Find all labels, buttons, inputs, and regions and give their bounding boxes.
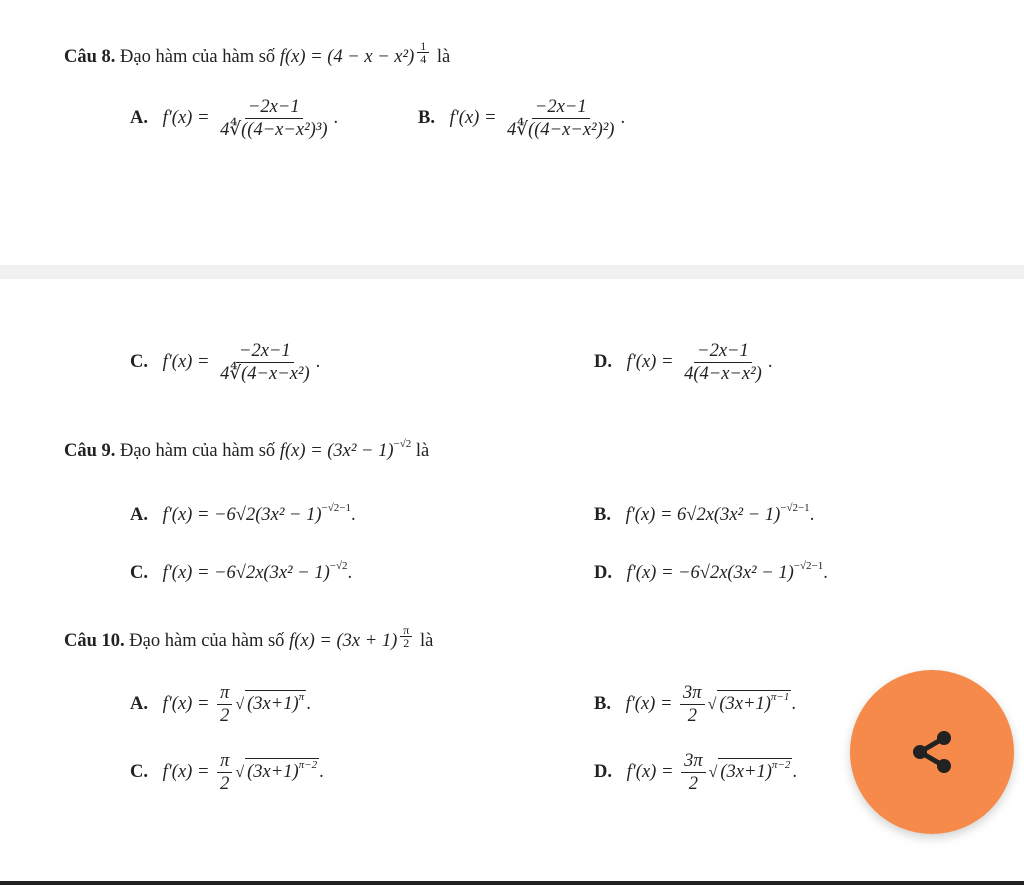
question-tail: là	[415, 441, 430, 461]
option-lhs: f′(x) =	[449, 107, 497, 128]
option-label: A.	[130, 693, 148, 714]
question-10	[64, 624, 433, 652]
option-coefficient: $\frac{3\pi}{2}$	[680, 682, 705, 727]
question-number: Câu 8.	[64, 47, 116, 67]
option-radicand: $(3x+1)^{\pi-2}$	[247, 758, 318, 782]
option-lhs: f′(x) =	[626, 761, 674, 782]
option-lhs: f′(x) =	[625, 693, 673, 714]
q8-option-c[interactable]: C. f′(x) = $\frac{-2x-1}{\text{4∜(4−x−x²)}}$ .	[130, 341, 321, 384]
option-fraction: $\frac{-2x-1}{\text{4∜((4−x−x²)³)}}$	[220, 97, 328, 140]
function-expression: f(x) = (4 − x − x²)	[279, 47, 415, 67]
option-lhs: f′(x) =	[162, 693, 210, 714]
q10-option-a[interactable]: A. f′(x) = $\frac{\pi}{2}$ √ $(3x+1)^\pi$ .	[130, 683, 311, 726]
exponent-fraction: $\frac{\pi}{2}$	[400, 624, 412, 649]
option-label: B.	[594, 693, 611, 714]
option-fraction: $\frac{-2x-1}{\text{4(4−x−x²)}}$	[684, 341, 762, 384]
question-9	[64, 438, 429, 462]
q10-option-b[interactable]: B. f′(x) = $\frac{3\pi}{2}$ √ $(3x+1)^{\pi-1}$ .	[594, 683, 796, 726]
option-expression: f′(x) = 6√2x(3x² − 1)	[625, 505, 781, 525]
question-number: Câu 9.	[64, 441, 116, 461]
q8-option-a[interactable]: A. f′(x) = $\frac{-2x-1}{\text{4∜((4−x−x²)³)}}$ .	[130, 97, 339, 140]
section-divider	[0, 265, 1024, 279]
option-label: B.	[594, 505, 611, 525]
option-coefficient: $\frac{\pi}{2}$	[217, 682, 232, 727]
exponent-fraction: $\frac{1}{4}$	[417, 40, 429, 65]
option-fraction: $\frac{-2x-1}{\text{4∜((4−x−x²)²)}}$	[507, 97, 615, 140]
option-exponent: −√2	[329, 560, 348, 572]
bottom-edge-bar	[0, 881, 1024, 885]
question-number: Câu 10.	[64, 631, 125, 651]
q9-option-a[interactable]: A. $f'(x) = -6√2(3x^2 - 1)^{-√2-1}$.	[130, 502, 356, 525]
q8-option-d[interactable]: D. f′(x) = $\frac{-2x-1}{\text{4(4−x−x²)}}$ .	[594, 341, 773, 384]
option-lhs: f′(x) =	[162, 351, 210, 372]
option-exponent: −√2−1	[321, 502, 351, 514]
option-exponent: −√2−1	[793, 560, 824, 572]
question-tail: là	[419, 631, 434, 651]
option-exponent: −√2−1	[780, 502, 810, 514]
question-tail: là	[436, 47, 451, 67]
option-label: D.	[594, 761, 612, 782]
option-lhs: f′(x) =	[162, 107, 210, 128]
option-coefficient: $\frac{3\pi}{2}$	[681, 750, 706, 795]
q9-option-b[interactable]: B. $f'(x) = 6√2x(3x^2 - 1)^{-√2-1}$.	[594, 502, 815, 525]
option-label: D.	[594, 351, 612, 372]
q9-option-d[interactable]: D. $f'(x) = -6√2x(3x^2 - 1)^{-√2-1}$.	[594, 560, 828, 583]
option-label: D.	[594, 563, 612, 583]
q8-option-b[interactable]: B. f′(x) = $\frac{-2x-1}{\text{4∜((4−x−x²)²)}}$ .	[418, 97, 626, 140]
option-fraction: $\frac{-2x-1}{\text{4∜(4−x−x²)}}$	[220, 341, 310, 384]
question-text: Đạo hàm của hàm số	[120, 441, 276, 461]
function-expression: f(x) = (3x + 1)	[289, 631, 398, 651]
question-text: Đạo hàm của hàm số	[129, 631, 285, 651]
function-expression: f(x) = (3x² − 1)	[279, 441, 394, 461]
option-label: C.	[130, 563, 148, 583]
option-label: C.	[130, 761, 148, 782]
option-label: A.	[130, 505, 148, 525]
option-label: C.	[130, 351, 148, 372]
option-radicand: $(3x+1)^\pi$	[247, 690, 305, 714]
q9-option-c[interactable]: C. $f'(x) = -6√2x(3x^2 - 1)^{-√2}$.	[130, 560, 353, 583]
option-expression: f′(x) = −6√2(3x² − 1)	[162, 505, 322, 525]
option-lhs: f′(x) =	[626, 351, 674, 372]
q10-option-c[interactable]: C. f′(x) = $\frac{\pi}{2}$ √ $(3x+1)^{\pi-2}$ .	[130, 751, 324, 794]
option-label: B.	[418, 107, 435, 128]
question-8	[64, 40, 450, 68]
exponent: −√2	[393, 438, 412, 450]
option-expression: f′(x) = −6√2x(3x² − 1)	[162, 563, 330, 583]
share-icon	[904, 724, 960, 780]
question-text: Đạo hàm của hàm số	[120, 47, 276, 67]
q10-option-d[interactable]: D. f′(x) = $\frac{3\pi}{2}$ √ $(3x+1)^{\pi-2}$ .	[594, 751, 797, 794]
share-button[interactable]	[850, 670, 1014, 834]
option-expression: f′(x) = −6√2x(3x² − 1)	[626, 563, 794, 583]
option-lhs: f′(x) =	[162, 761, 210, 782]
option-radicand: $(3x+1)^{\pi-1}$	[719, 690, 790, 714]
option-coefficient: $\frac{\pi}{2}$	[217, 750, 232, 795]
option-radicand: $(3x+1)^{\pi-2}$	[720, 758, 791, 782]
option-label: A.	[130, 107, 148, 128]
